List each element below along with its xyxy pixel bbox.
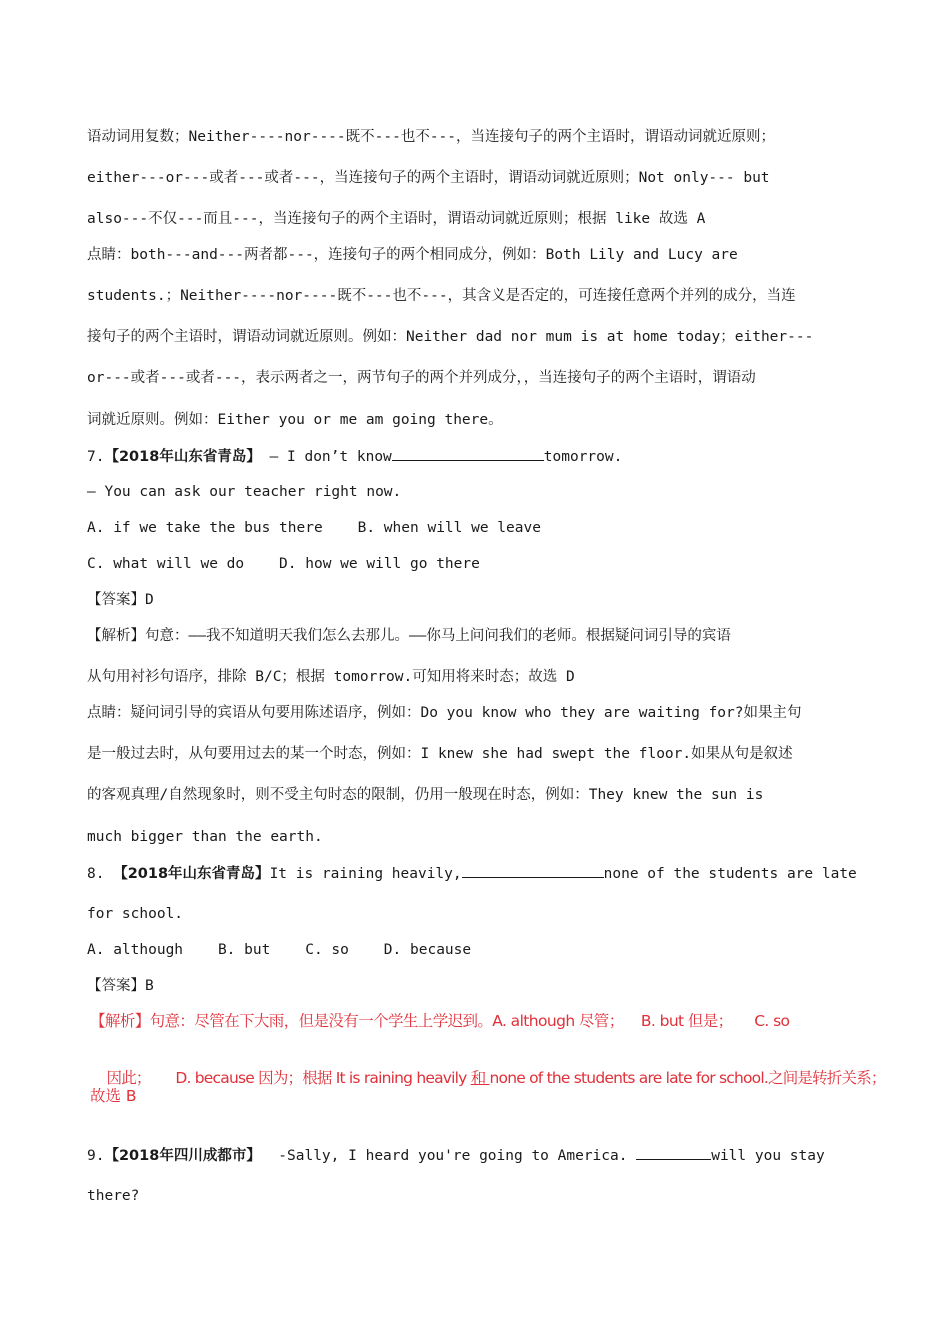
question-9-stem [87,1145,825,1166]
question-8-stem-cont: for school. [87,906,184,922]
answer-blank [462,863,604,878]
text-line: students.；Neither----nor----既不---也不---，其含义是否定的，可连接任意两个并列的成分，当连 [87,288,796,304]
question-7-reply: — You can ask our teacher right now. [87,484,402,500]
stem-text: tomorrow. [543,449,623,465]
question-9-stem-cont: there? [87,1188,140,1204]
answer-blank [636,1145,711,1160]
analysis-text: none of the students are late for school.之间是转折关系； [489,1069,886,1087]
question-source: 【2018年四川成都市】 [104,1148,261,1164]
stem-text: — I don’t know [260,449,392,465]
answer-value: D [145,592,154,608]
question-7-options: C. what will we do D. how we will go there [87,556,480,572]
question-8-stem [87,863,857,884]
question-7-tip: 是一般过去时，从句要用过去的某一个时态，例如：I knew she had swept the floor.如果从句是叙述 [87,746,793,762]
question-7-analysis: 从句用衬衫句语序，排除 B/C；根据 tomorrow.可知用将来时态；故选 D [87,669,575,685]
stem-text: It is raining heavily, [269,866,462,882]
question-source: 【2018年山东省青岛】 [113,866,270,882]
text-line: 点睛：both---and---两者都---，连接句子的两个相同成分，例如：Both Lily and Lucy are [87,247,738,263]
question-number: 8. [87,866,105,882]
question-8-analysis: 【解析】句意：尽管在下大雨，但是没有一个学生上学迟到。A. although 尽管； B. but 但是； C. so [90,1012,790,1030]
question-8-answer [87,976,154,996]
question-7-stem [87,446,622,467]
question-7-tip: 点睛：疑问词引导的宾语从句要用陈述语序，例如：Do you know who they are waiting for?如果主句 [87,705,802,721]
question-number: 7. [87,449,105,465]
question-7-tip: 的客观真理/自然现象时，则不受主句时态的限制，仍用一般现在时态，例如：They knew the sun is [87,787,764,803]
question-7-options: A. if we take the bus there B. when will we leave [87,520,541,536]
stem-text: none of the students are late [603,866,857,882]
question-7-analysis: 【解析】句意：——我不知道明天我们怎么去那儿。——你马上问问我们的老师。根据疑问词引导的宾语 [87,628,731,644]
question-8-analysis [90,1048,886,1108]
answer-value: B [145,978,154,994]
analysis-text: 因此； D. because 因为；根据 It is raining heavily [106,1069,471,1087]
stem-text: will you stay [711,1148,825,1164]
answer-label: 【答案】 [87,978,145,994]
text-line: 词就近原则。例如：Either you or me am going there。 [87,412,503,428]
text-line: 语动词用复数；Neither----nor----既不---也不---，当连接句子的两个主语时，谓语动词就近原则； [87,129,776,145]
question-number: 9. [87,1148,105,1164]
text-line: 接句子的两个主语时，谓语动词就近原则。例如：Neither dad nor mum is at home today；either--- [87,329,814,345]
question-source: 【2018年山东省青岛】 [104,449,261,465]
question-7-answer [87,590,154,610]
question-8-options: A. although B. but C. so D. because [87,942,472,958]
answer-label: 【答案】 [87,592,145,608]
analysis-text: 和 [470,1069,490,1087]
text-line: or---或者---或者---，表示两者之一，两节句子的两个并列成分，，当连接句子的两个主语时，谓语动 [87,370,756,386]
text-line: also---不仅---而且---，当连接句子的两个主语时，谓语动词就近原则；根据 like 故选 A [87,211,706,227]
answer-blank [392,446,544,461]
question-7-tip: much bigger than the earth. [87,829,323,845]
text-line: either---or---或者---或者---，当连接句子的两个主语时，谓语动词就近原则；Not only--- but [87,170,770,186]
question-8-analysis: 故选 B [90,1087,137,1105]
stem-text: -Sally, I heard you're going to America. [260,1148,637,1164]
